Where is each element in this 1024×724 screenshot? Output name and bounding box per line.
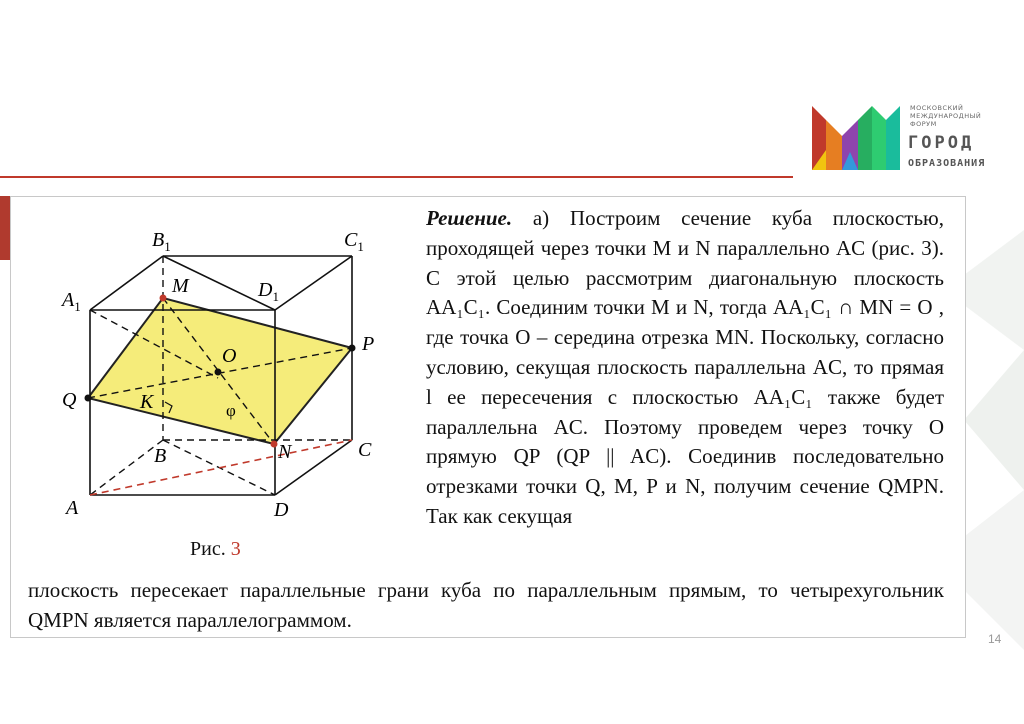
solution-continuation: плоскость пересекает параллельные грани куба по параллельным прямым, то четырехугольник QMPN является параллелограммом. <box>28 578 944 632</box>
header-divider <box>0 176 793 178</box>
label-a: A <box>66 497 79 519</box>
label-d: D <box>274 499 289 521</box>
accent-bar <box>0 196 10 260</box>
label-k: K <box>140 391 154 413</box>
caption-number: 3 <box>230 538 241 560</box>
caption-prefix: Рис. <box>190 538 226 560</box>
label-phi: φ <box>226 401 236 420</box>
label-m: M <box>172 275 189 297</box>
logo-line3: ФОРУМ <box>910 120 937 128</box>
label-n: N <box>278 441 292 463</box>
figure-caption <box>190 538 241 561</box>
solution-part-a: а) Построим сечение куба плоскостью, проходящей через точки M и N параллельно AC (рис. 3). С этой целью рассмотрим диагональную плоскость AA₁C₁. Соединим точки M и N, тогда AA₁C₁ ∩ MN = O , где точка O – середина отрезка MN. Поскольку, согласно условию, секущая плоскость параллельна AC, то прямая l ее пересечения с плоскостью AA₁C₁ также будет параллельна AC. Поэтому проведем через точку O прямую QP (QP || AC). Соединив последовательно отрезками точки Q, M, P и N, получим сечение QMPN. Так как секущая <box>426 206 944 528</box>
solution-heading: Решение. <box>426 206 513 230</box>
label-c: C <box>358 439 372 461</box>
label-a1: $A_1$ <box>62 289 81 314</box>
label-p: P <box>362 333 375 355</box>
logo-small-text <box>910 104 981 128</box>
logo-line1: МОСКОВСКИЙ <box>910 104 964 112</box>
label-b: B <box>154 445 167 467</box>
solution-text <box>426 204 944 532</box>
logo-line2: МЕЖДУНАРОДНЫЙ <box>910 112 982 120</box>
logo-title: ГОРОД <box>908 133 975 153</box>
page-number: 14 <box>988 632 1002 646</box>
label-b1: $B_1$ <box>152 229 171 254</box>
logo-subtitle: ОБРАЗОВАНИЯ <box>908 158 986 169</box>
label-q: Q <box>62 389 77 411</box>
label-o: O <box>222 345 237 367</box>
label-d1: $D_1$ <box>258 279 279 304</box>
cube-section-figure <box>22 200 422 560</box>
label-c1: $C_1$ <box>344 229 364 254</box>
